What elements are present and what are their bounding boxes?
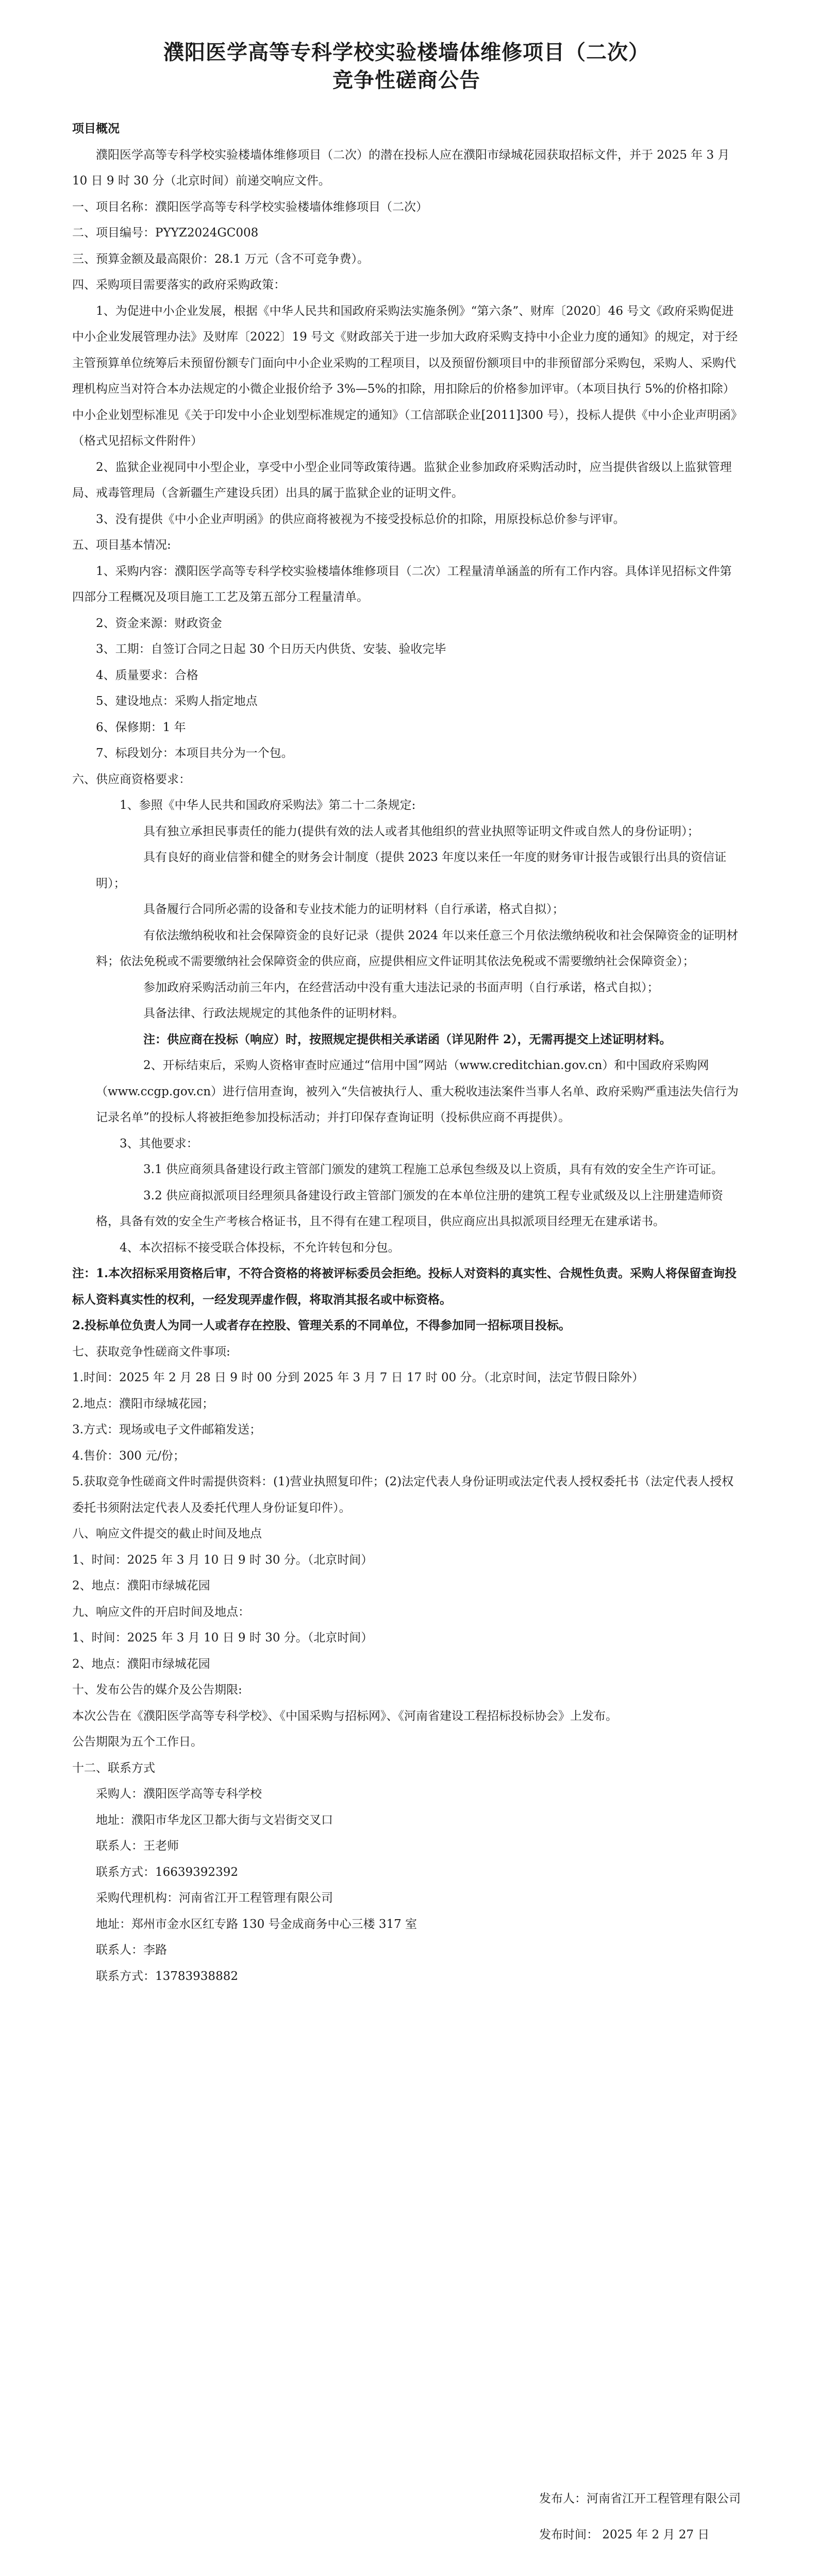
overview-text: 濮阳医学高等专科学校实验楼墙体维修项目（二次）的潜在投标人应在濮阳市绿城花园获取招标文件，并于 2025 年 3 月 10 日 9 时 30 分（北京时间）前递交响应文件。 [72, 148, 730, 188]
qualification-item-2: 2、开标结束后，采购人资格审查时应通过“信用中国”网站（www.creditchian.gov.cn）和中国政府采购网（www.ccgp.gov.cn）进行信用查询，被列入“失信被执行人、重大税收违法案件当事人名单、政府采购严重违法失信行为记录名单”的投标人将被拒绝参加投标活动；并打印保存查询证明（投标供应商不再提供）。 [96, 1059, 739, 1124]
policy-paragraph-1: 1、为促进中小企业发展，根据《中华人民共和国政府采购法实施条例》“第六条”、财库〔2020〕46 号文《政府采购促进中小企业发展管理办法》及财库〔2022〕19 号文《财政部关于进一步加大政府采购支持中小企业力度的通知》的规定，对于经主管预算单位统筹后未预留份额专门面向中小企业采购的工程项目，以及预留份额项目中的非预留部分采购包，采购人、采购代理机构应当对符合本办法规定的小微企业报价给予 3%—5%的扣除，用扣除后的价格参加评审。（本项目执行 5%的价格扣除） [72, 304, 738, 396]
warranty-period: 6、保修期：1 年 [96, 720, 186, 734]
funding-source: 2、资金来源：财政资金 [96, 616, 222, 630]
contact-buyer-phone: 联系方式：16639392392 [96, 1865, 238, 1879]
contact-buyer-person: 联系人：王老师 [96, 1839, 179, 1853]
qualification-item-3: 3、其他要求： [120, 1137, 198, 1150]
construction-period: 3、工期：自签订合同之日起 30 个日历天内供货、安装、验收完毕 [96, 642, 446, 656]
obtain-heading: 七、获取竞争性磋商文件事项: [72, 1345, 230, 1359]
document-subtitle: 竞争性磋商公告 [332, 68, 480, 92]
policy-paragraph-2: 中小企业划型标准见《关于印发中小企业划型标准规定的通知》（工信部联企业[2011]300 号），投标人提供《中小企业声明函》（格式见招标文件附件） [72, 408, 737, 448]
contact-agent-address: 地址：郑州市金水区红专路 130 号金成商务中心三楼 317 室 [96, 1917, 418, 1931]
policy-heading: 四、采购项目需要落实的政府采购政策： [72, 278, 286, 292]
publish-date: 发布时间： 2025 年 2 月 27 日 [539, 2528, 710, 2541]
project-number: 二、项目编号：PYYZ2024GC008 [72, 226, 259, 240]
qualification-3-2: 3.2 供应商拟派项目经理须具备建设行政主管部门颁发的在本单位注册的建筑工程专业贰级及以上注册建造师资格，具备有效的安全生产考核合格证书，且不得有在建工程项目，供应商应出具拟派项目经理无在建承诺书。 [96, 1189, 723, 1228]
opening-time: 1、时间：2025 年 3 月 10 日 9 时 30 分。（北京时间） [72, 1631, 373, 1645]
obtain-method: 3.方式：现场或电子文件邮箱发送； [72, 1423, 261, 1436]
project-info-heading: 五、项目基本情况: [72, 538, 171, 552]
deadline-time: 1、时间：2025 年 3 月 10 日 9 时 30 分。（北京时间） [72, 1553, 373, 1567]
qualification-1a: 具有独立承担民事责任的能力(提供有效的法人或者其他组织的营业执照等证明文件或自然人的身份证明）； [143, 824, 699, 838]
obtain-time: 1.时间：2025 年 2 月 28 日 9 时 00 分到 2025 年 3 月 7 日 17 时 00 分。（北京时间，法定节假日除外） [72, 1371, 644, 1384]
qualification-1e: 参加政府采购活动前三年内，在经营活动中没有重大违法记录的书面声明（自行承诺，格式自拟）； [143, 980, 659, 994]
qualification-item-1: 1、参照《中华人民共和国政府采购法》第二十二条规定: [120, 799, 416, 812]
media-heading: 十、发布公告的媒介及公告期限: [72, 1683, 242, 1697]
qualification-1b: 具有良好的商业信誉和健全的财务会计制度（提供 2023 年度以来任一年度的财务审计报告或银行出具的资信证明）； [96, 851, 727, 890]
policy-paragraph-4: 3、没有提供《中小企业声明函》的供应商将被视为不接受投标总价的扣除，用原投标总价参与评审。 [96, 512, 625, 526]
qualification-1f: 具备法律、行政法规规定的其他条件的证明材料。 [143, 1007, 404, 1020]
contact-agent: 采购代理机构：河南省江开工程管理有限公司 [96, 1891, 333, 1905]
contact-buyer-address: 地址：濮阳市华龙区卫都大街与文岩街交叉口 [96, 1813, 333, 1827]
qualification-1d: 有依法缴纳税收和社会保障资金的良好记录（提供 2024 年以来任意三个月依法缴纳税收和社会保障资金的证明材料；依法免税或不需要缴纳社会保障资金的供应商，应提供相应文件证明其依法免税或不需要缴纳社会保障资金）； [96, 928, 739, 968]
policy-paragraph-3: 2、监狱企业视同中小型企业，享受中小型企业同等政策待遇。监狱企业参加政府采购活动时，应当提供省级以上监狱管理局、戒毒管理局（含新疆生产建设兵团）出具的属于监狱企业的证明文件。 [72, 460, 732, 500]
contact-agent-phone: 联系方式：13783938882 [96, 1969, 238, 1983]
qualification-3-1: 3.1 供应商须具备建设行政主管部门颁发的建筑工程施工总承包叁级及以上资质，具有有效的安全生产许可证。 [143, 1163, 723, 1176]
qualification-heading: 六、供应商资格要求： [72, 772, 191, 786]
obtain-price: 4.售价：300 元/份； [72, 1449, 185, 1463]
obtain-materials: 5.获取竞争性磋商文件时需提供资料：(1)营业执照复印件；(2)法定代表人身份证明或法定代表人授权委托书（法定代表人授权委托书须附法定代表人及委托代理人身份证复印件）。 [72, 1475, 734, 1515]
opening-place: 2、地点：濮阳市绿城花园 [72, 1657, 210, 1671]
qualification-note: 注：供应商在投标（响应）时，按照规定提供相关承诺函（详见附件 2），无需再提交上述证明材料。 [143, 1032, 672, 1046]
opening-heading: 九、响应文件的开启时间及地点： [72, 1605, 250, 1619]
qualification-item-4: 4、本次招标不接受联合体投标，不允许转包和分包。 [120, 1241, 400, 1255]
contact-buyer: 采购人：濮阳医学高等专科学校 [96, 1787, 262, 1801]
bold-note-2: 2.投标单位负责人为同一人或者存在控股、管理关系的不同单位，不得参加同一招标项目投标。 [72, 1318, 571, 1332]
contact-agent-person: 联系人：李路 [96, 1943, 167, 1957]
qualification-1c: 具备履行合同所必需的设备和专业技术能力的证明材料（自行承诺，格式自拟）； [143, 903, 564, 916]
deadline-place: 2、地点：濮阳市绿城花园 [72, 1579, 210, 1592]
overview-heading: 项目概况 [72, 122, 120, 135]
project-name: 一、项目名称：濮阳医学高等专科学校实验楼墙体维修项目（二次） [72, 200, 428, 214]
deadline-heading: 八、响应文件提交的截止时间及地点 [72, 1527, 262, 1540]
lot-division: 7、标段划分：本项目共分为一个包。 [96, 747, 293, 760]
footer-block [539, 2481, 741, 2553]
construction-site: 5、建设地点：采购人指定地点 [96, 694, 258, 708]
document-title: 濮阳医学高等专科学校实验楼墙体维修项目（二次） [163, 40, 649, 64]
contact-heading: 十二、联系方式 [72, 1761, 155, 1775]
procurement-content: 1、采购内容：濮阳医学高等专科学校实验楼墙体维修项目（二次）工程量清单涵盖的所有工作内容。具体详见招标文件第四部分工程概况及项目施工工艺及第五部分工程量清单。 [72, 564, 732, 604]
bold-note-1: 注：1.本次招标采用资格后审，不符合资格的将被评标委员会拒绝。投标人对资料的真实性、合规性负责。采购人将保留查询投标人资料真实性的权利，一经发现弄虚作假，将取消其报名或中标资格。 [72, 1266, 737, 1307]
project-budget: 三、预算金额及最高限价：28.1 万元（含不可竞争费）。 [72, 252, 370, 266]
publisher: 发布人：河南省江开工程管理有限公司 [539, 2492, 741, 2505]
obtain-place: 2.地点：濮阳市绿城花园； [72, 1397, 214, 1411]
media-period: 公告期限为五个工作日。 [72, 1735, 203, 1749]
quality-requirement: 4、质量要求：合格 [96, 668, 198, 682]
media-text: 本次公告在《濮阳医学高等专科学校》、《中国采购与招标网》、《河南省建设工程招标投标协会》上发布。 [72, 1709, 617, 1723]
